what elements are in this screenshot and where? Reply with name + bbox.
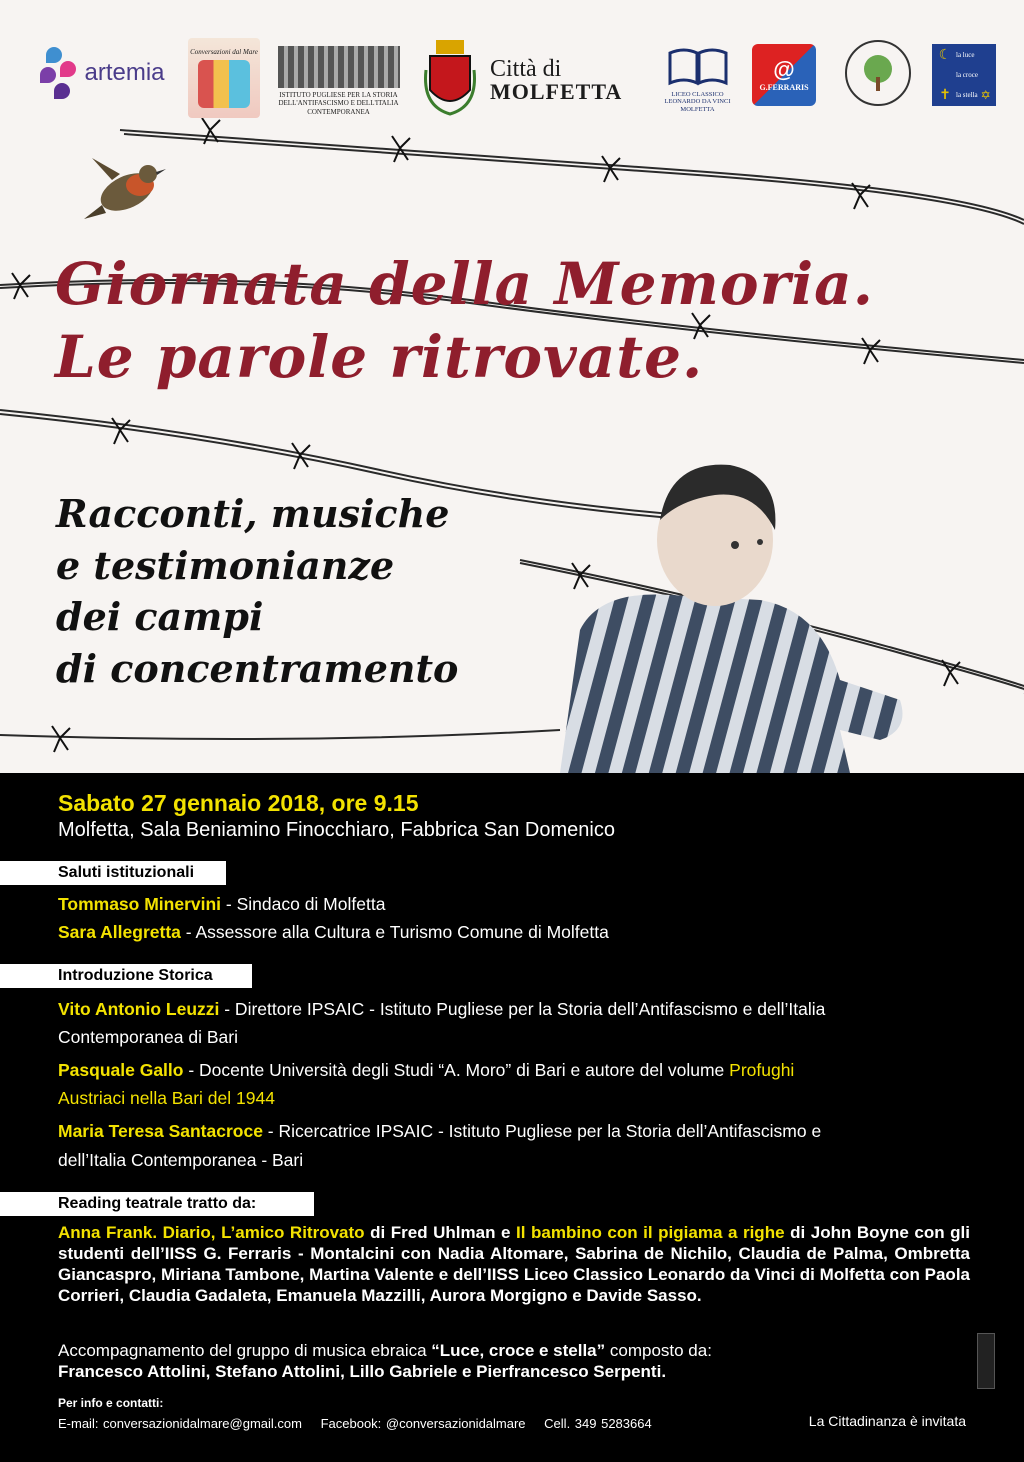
ipsaic-logo: ISTITUTO PUGLIESE PER LA STORIA DELL'ANTIFASCISMO E DELL'ITALIA CONTEMPORANEA [276,40,401,122]
la-luce-la-croce-la-stella-logo: ☾ la luce la croce ✝ la stella ✡ [932,44,996,106]
at-sign-icon: @ [773,57,795,83]
crescent-moon-icon: ☾ [938,47,952,63]
contact-facebook: Facebook: @conversazionidalmare [320,1416,526,1431]
speaker-row [58,1117,968,1145]
contacts-title: Per info e contatti: [58,1396,164,1410]
music-group-name: “Luce, croce e stella” [431,1341,606,1360]
reading-description: Anna Frank. Diario, L’amico Ritrovato di Fred Uhlman e Il bambino con il pigiama a righe di John Boyne con gli studenti dell’IISS G. Ferraris - Montalcini con Nadia Altomare, Sabrina de Nichilo, Claudia de Palma, Ombretta Giancaspro, Miriana Tambone, Martina Valente e dell’IISS Liceo Classico Leonardo da Vinci di Molfetta con Paola Corrieri, Claudia Gadaleta, Emanuela Mazzilli, Aurora Morgigno e Davide Sasso. [58,1223,970,1305]
circolo-dei-lettori-logo [845,40,911,106]
open-book-icon [666,47,730,87]
speaker-name: Tommaso Minervini [58,894,222,914]
event-info-panel [0,773,1024,1462]
music-group-members: Francesco Attolini, Stefano Attolini, Lillo Gabriele e Pierfrancesco Serpenti. [58,1362,667,1381]
speaker-role: - Assessore alla Cultura e Turismo Comune di Molfetta [180,922,609,942]
robin-bird-illustration [82,150,172,230]
subtitle-line-4: di concentramento [56,646,459,692]
poster-title [55,248,874,393]
speaker-role-continued: Contemporanea di Bari [58,1027,238,1047]
poster-subtitle [56,488,458,695]
publisher-side-logo [977,1333,995,1389]
event-date: Sabato 27 gennaio 2018, ore 9.15 [58,790,419,816]
speaker-role: - Ricercatrice IPSAIC - Istituto Pugliese per la Storia dell’Antifascismo e [262,1121,822,1141]
liceo-leonardo-da-vinci-logo: LICEO CLASSICO LEONARDO DA VINCI MOLFETTA [660,40,735,120]
subtitle-line-3: dei campi [56,594,264,640]
conversazioni-dal-mare-logo: Conversazioni dal Mare [188,38,260,118]
artemia-logo [30,38,175,108]
contacts-line [58,1416,666,1431]
invitation-note: La Cittadinanza è invitata [808,1413,966,1429]
book-title: Anna Frank. Diario [58,1223,211,1242]
event-venue: Molfetta, Sala Beniamino Finocchiaro, Fabbrica San Domenico [58,819,615,841]
speaker-row [58,995,968,1023]
contact-email: E-mail: conversazionidalmare@gmail.com [58,1416,302,1431]
tree-icon [858,53,898,93]
subtitle-line-2: e testimonianze [56,542,395,588]
citta-di-molfetta-wordmark: Città di MOLFETTA [490,56,623,104]
sponsor-logo-bar [0,30,1024,130]
section-heading-saluti: Saluti istituzionali [0,861,226,885]
artemia-logo-text: artemia [84,59,165,86]
section-heading-reading: Reading teatrale tratto da: [0,1192,314,1216]
boy-striped-pajamas-illustration [520,450,920,773]
speaker-role: - Sindaco di Molfetta [221,894,386,914]
title-line-2: Le parole ritrovate. [55,322,704,391]
speaker-role: - Direttore IPSAIC - Istituto Pugliese per la Storia dell’Antifascismo e dell’Italia [219,999,826,1019]
book-title: Il bambino con il pigiama a righe [516,1223,785,1242]
comune-di-molfetta-crest-icon [418,38,482,120]
contact-phone: Cell. 349 5283664 [544,1416,652,1431]
speaker-role: - Docente Università degli Studi “A. Moro” di Bari e autore del volume [183,1060,730,1080]
artemia-logo-mark [40,43,80,103]
speaker-name: Pasquale Gallo [58,1060,184,1080]
book-title: Profughi [729,1060,795,1080]
section-heading-introduzione: Introduzione Storica [0,964,252,988]
iiss-ferraris-logo: @ G.FERRARIS [752,44,816,106]
speaker-name: Sara Allegretta [58,922,181,942]
cross-icon: ✝ [939,87,951,103]
speaker-row [58,918,968,946]
title-line-1: Giornata della Memoria. [55,250,874,318]
speaker-row [58,890,968,918]
music-accompaniment: Accompagnamento del gruppo di musica ebraica “Luce, croce e stella” composto da: [58,1341,712,1360]
speaker-row [58,1056,968,1084]
book-title-continued: Austriaci nella Bari del 1944 [58,1088,275,1108]
star-of-david-icon: ✡ [980,88,991,102]
speaker-name: Vito Antonio Leuzzi [58,999,220,1019]
speaker-name: Maria Teresa Santacroce [58,1121,263,1141]
subtitle-line-1: Racconti, musiche [56,491,450,536]
book-title: L’amico Ritrovato [221,1223,365,1242]
speaker-role-continued: dell’Italia Contemporanea - Bari [58,1150,304,1170]
